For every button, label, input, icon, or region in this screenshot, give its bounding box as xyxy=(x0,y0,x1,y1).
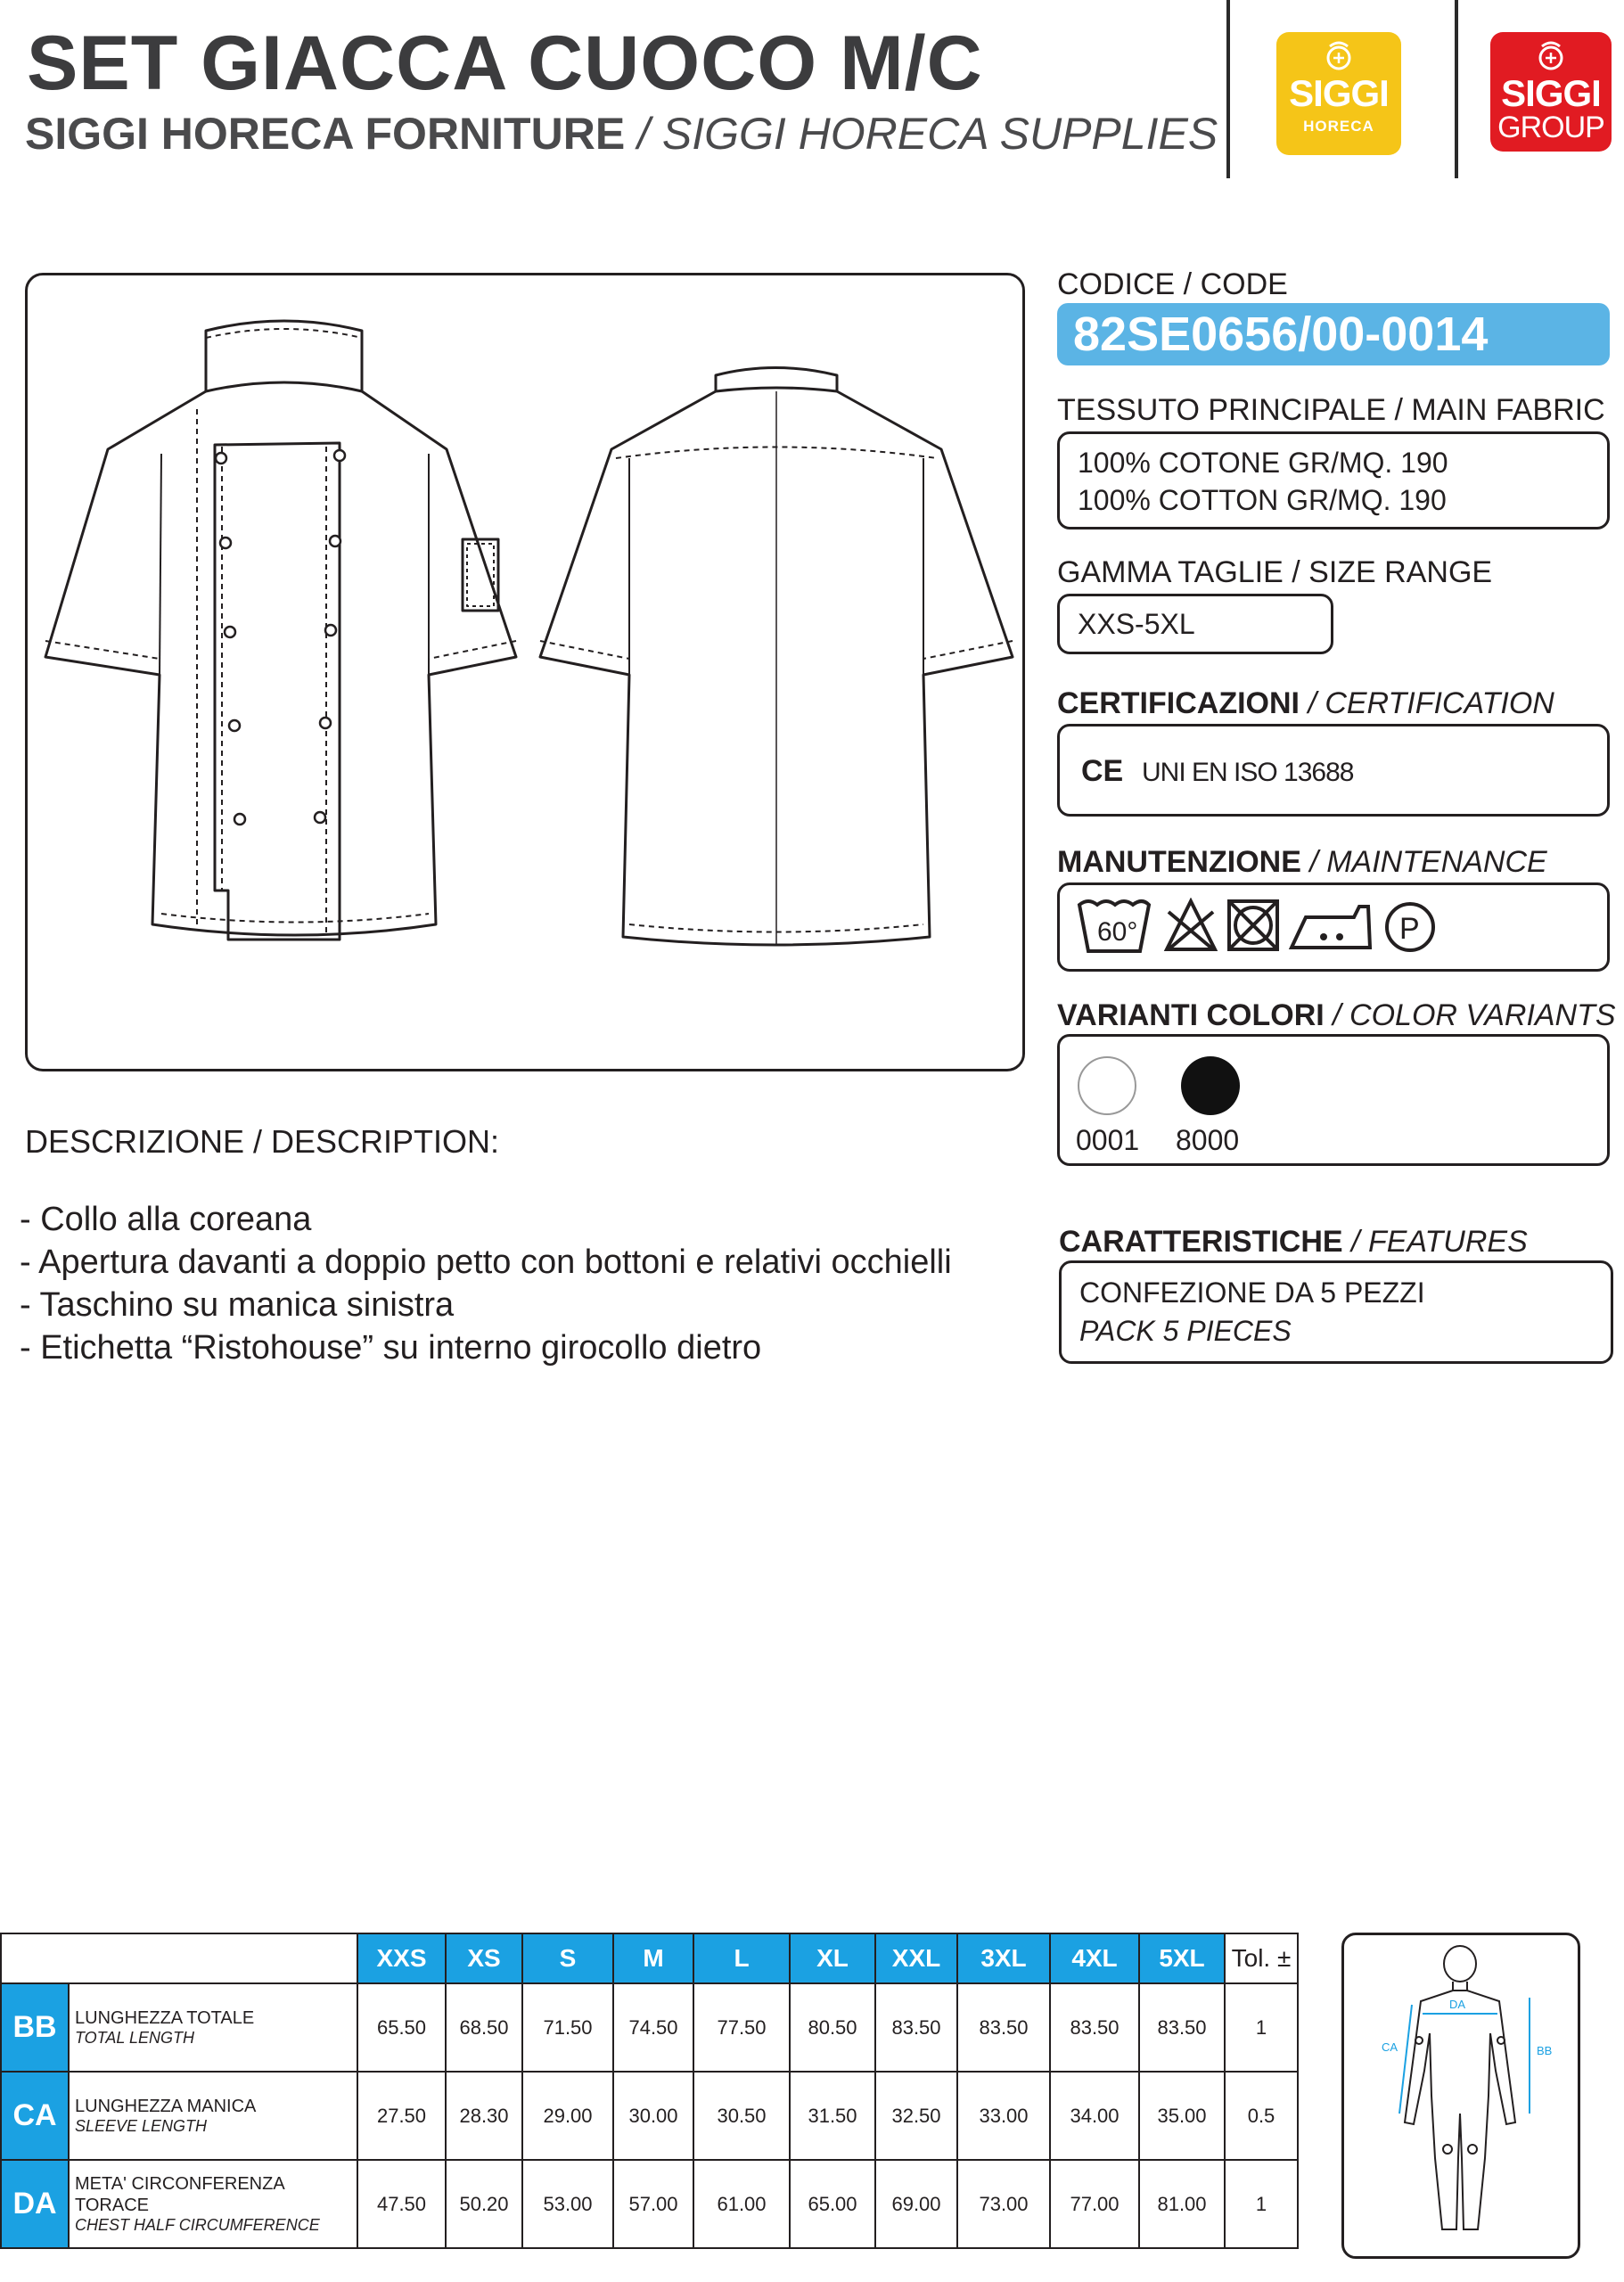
measure-name-it: LUNGHEZZA TOTALE xyxy=(75,2007,255,2028)
features-line-en: PACK 5 PIECES xyxy=(1079,1315,1292,1348)
product-code: 82SE0656/00-0014 xyxy=(1057,303,1610,365)
logo-mark-icon xyxy=(1533,41,1569,71)
list-item: - Taschino su manica sinistra xyxy=(20,1286,455,1324)
table-cell: 30.50 xyxy=(693,2072,790,2160)
table-cell: 73.00 xyxy=(957,2160,1050,2248)
size-header: 5XL xyxy=(1139,1933,1225,1983)
header-divider-1 xyxy=(1226,0,1230,178)
table-cell: 77.50 xyxy=(693,1983,790,2072)
table-cell: 81.00 xyxy=(1139,2160,1225,2248)
features-label-it: CARATTERISTICHE xyxy=(1059,1225,1343,1259)
certification-value: UNI EN ISO 13688 xyxy=(1142,758,1354,787)
certification-label xyxy=(1057,688,1554,718)
table-cell: 29.00 xyxy=(522,2072,613,2160)
table-cell: 83.50 xyxy=(1050,1983,1139,2072)
logo-brand: SIGGI xyxy=(1501,72,1601,114)
subtitle-english: / SIGGI HORECA SUPPLIES xyxy=(637,109,1218,159)
jacket-back-icon xyxy=(540,368,1013,946)
tolerance-cell: 1 xyxy=(1225,1983,1298,2072)
color-code-0001: 0001 xyxy=(1076,1124,1140,1156)
color-swatch-white xyxy=(1078,1056,1136,1115)
size-range-label: GAMMA TAGLIE / SIZE RANGE xyxy=(1057,555,1493,589)
table-row xyxy=(1,2072,1298,2160)
size-header: XXS xyxy=(357,1933,446,1983)
size-header: 4XL xyxy=(1050,1933,1139,1983)
code-label: CODICE / CODE xyxy=(1057,267,1288,301)
table-cell: 34.00 xyxy=(1050,2072,1139,2160)
size-header: L xyxy=(693,1933,790,1983)
table-cell: 30.00 xyxy=(613,2072,693,2160)
page-subtitle xyxy=(25,109,1218,159)
certification-label-en: / CERTIFICATION xyxy=(1308,686,1554,720)
description-title: DESCRIZIONE / DESCRIPTION: xyxy=(25,1123,500,1160)
page-title: SET GIACCA CUOCO M/C xyxy=(27,21,983,106)
header-divider-2 xyxy=(1455,0,1458,178)
fabric-label: TESSUTO PRINCIPALE / MAIN FABRIC xyxy=(1057,393,1605,427)
fabric-field xyxy=(1057,431,1610,529)
list-item: - Collo alla coreana xyxy=(20,1201,312,1238)
features-field xyxy=(1059,1260,1613,1364)
table-cell: 31.50 xyxy=(790,2072,875,2160)
size-header: XL xyxy=(790,1933,875,1983)
tolerance-header: Tol. ± xyxy=(1225,1933,1298,1983)
figure-label-ca: CA xyxy=(1382,2040,1398,2054)
maintenance-label-en: / MAINTENANCE xyxy=(1309,845,1547,879)
table-cell: 33.00 xyxy=(957,2072,1050,2160)
table-cell: 83.50 xyxy=(1139,1983,1225,2072)
chef-jacket-drawing-icon xyxy=(28,275,1028,1074)
table-cell: 35.00 xyxy=(1139,2072,1225,2160)
measure-name-it: META' CIRCONFERENZA TORACE xyxy=(75,2173,284,2215)
table-cell: 68.50 xyxy=(446,1983,522,2072)
wash-60-icon xyxy=(1076,896,1152,958)
description-list xyxy=(20,1198,952,1369)
maintenance-field xyxy=(1057,882,1610,972)
table-cell: 61.00 xyxy=(693,2160,790,2248)
table-cell: 65.00 xyxy=(790,2160,875,2248)
maintenance-label xyxy=(1057,847,1547,877)
table-cell: 69.00 xyxy=(875,2160,957,2248)
body-measurement-icon xyxy=(1344,1935,1578,2256)
table-cell: 71.50 xyxy=(522,1983,613,2072)
color-code-8000: 8000 xyxy=(1176,1124,1240,1156)
maintenance-label-it: MANUTENZIONE xyxy=(1057,845,1301,879)
features-label-en: / FEATURES xyxy=(1351,1225,1528,1259)
no-bleach-icon xyxy=(1163,898,1218,953)
size-header: 3XL xyxy=(957,1933,1050,1983)
table-cell: 32.50 xyxy=(875,2072,957,2160)
tolerance-cell: 1 xyxy=(1225,2160,1298,2248)
table-cell: 28.30 xyxy=(446,2072,522,2160)
table-cell: 65.50 xyxy=(357,1983,446,2072)
measure-code: BB xyxy=(1,1983,69,2072)
table-cell: 77.00 xyxy=(1050,2160,1139,2248)
measure-name-en: TOTAL LENGTH xyxy=(75,2028,195,2047)
colors-label xyxy=(1057,1000,1616,1030)
no-tumble-dry-icon xyxy=(1226,898,1281,953)
jacket-front-icon xyxy=(45,321,516,940)
size-table xyxy=(0,1933,1299,2249)
table-cell: 47.50 xyxy=(357,2160,446,2248)
logo-mark-icon xyxy=(1321,41,1357,71)
size-header: XXL xyxy=(875,1933,957,1983)
features-line-it: CONFEZIONE DA 5 PEZZI xyxy=(1079,1276,1425,1309)
logo-sub: HORECA xyxy=(1303,118,1374,135)
table-cell: 80.50 xyxy=(790,1983,875,2072)
measure-name-en: SLEEVE LENGTH xyxy=(75,2116,208,2135)
table-row xyxy=(1,1983,1298,2072)
size-range-field xyxy=(1057,594,1333,654)
measure-code: CA xyxy=(1,2072,69,2160)
table-corner xyxy=(1,1933,357,1983)
table-cell: 83.50 xyxy=(875,1983,957,2072)
table-cell: 27.50 xyxy=(357,2072,446,2160)
colors-field xyxy=(1057,1034,1610,1166)
table-cell: 50.20 xyxy=(446,2160,522,2248)
size-range-value: XXS-5XL xyxy=(1078,608,1195,640)
tolerance-cell: 0.5 xyxy=(1225,2072,1298,2160)
certification-label-it: CERTIFICAZIONI xyxy=(1057,686,1300,720)
garment-drawing-box xyxy=(25,273,1025,1071)
measurement-figure-box xyxy=(1341,1933,1580,2259)
figure-label-da: DA xyxy=(1449,1998,1466,2011)
iron-medium-icon xyxy=(1288,898,1374,953)
logo-sub: GROUP xyxy=(1497,111,1604,144)
colors-label-it: VARIANTI COLORI xyxy=(1057,998,1325,1032)
certification-field xyxy=(1057,724,1610,817)
measure-code: DA xyxy=(1,2160,69,2248)
logo-brand: SIGGI xyxy=(1289,72,1389,114)
features-label xyxy=(1059,1227,1528,1257)
measure-name xyxy=(69,2160,357,2248)
table-cell: 74.50 xyxy=(613,1983,693,2072)
list-item: - Apertura davanti a doppio petto con bottoni e relativi occhielli xyxy=(20,1244,952,1281)
colors-label-en: / COLOR VARIANTS xyxy=(1333,998,1616,1032)
wash-temp: 60° xyxy=(1097,917,1138,947)
list-item: - Etichetta “Ristohouse” su interno girocollo dietro xyxy=(20,1329,762,1367)
size-header: XS xyxy=(446,1933,522,1983)
table-cell: 57.00 xyxy=(613,2160,693,2248)
measure-name xyxy=(69,2072,357,2160)
dry-clean-p-icon xyxy=(1382,899,1438,955)
table-cell: 53.00 xyxy=(522,2160,613,2248)
siggi-horeca-logo xyxy=(1276,32,1401,155)
fabric-line-en: 100% COTTON GR/MQ. 190 xyxy=(1078,483,1447,516)
table-cell: 83.50 xyxy=(957,1983,1050,2072)
size-header: S xyxy=(522,1933,613,1983)
subtitle-italian: SIGGI HORECA FORNITURE xyxy=(25,109,626,159)
figure-label-bb: BB xyxy=(1537,2044,1553,2057)
measure-name-it: LUNGHEZZA MANICA xyxy=(75,2096,257,2116)
measure-name-en: CHEST HALF CIRCUMFERENCE xyxy=(75,2215,320,2234)
ce-mark-icon: CE xyxy=(1081,754,1124,788)
svg-text:P: P xyxy=(1399,912,1420,946)
size-header: M xyxy=(613,1933,693,1983)
fabric-line-it: 100% COTONE GR/MQ. 190 xyxy=(1078,447,1448,479)
measure-name xyxy=(69,1983,357,2072)
table-row xyxy=(1,2160,1298,2248)
color-swatch-black xyxy=(1181,1056,1240,1115)
siggi-group-logo xyxy=(1490,32,1612,152)
